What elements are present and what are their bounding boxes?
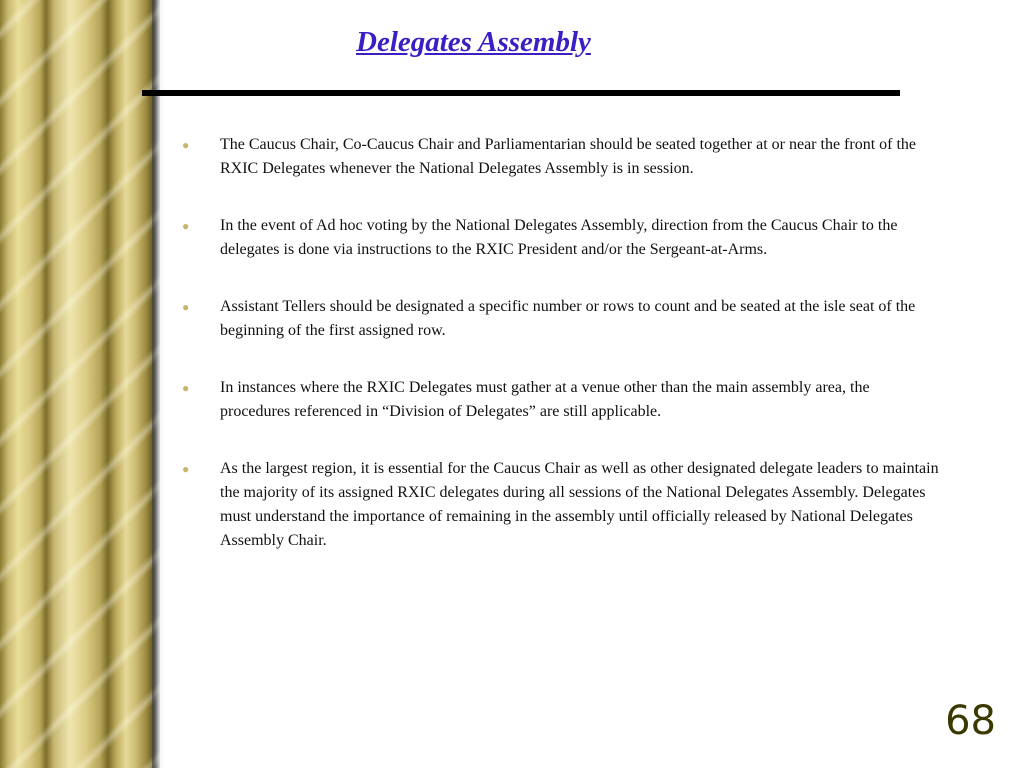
bullet-text: In the event of Ad hoc voting by the National Delegates Assembly, direction from the Caucus Chair to the delegates is done via instructions to the RXIC President and/or the Sergeant-at-Arms. (220, 217, 898, 258)
bullet-dot-icon: ● (182, 462, 190, 476)
bullet-item (182, 457, 942, 553)
bullet-dot-icon: ● (182, 381, 190, 395)
bullet-dot-icon: ● (182, 138, 190, 152)
bullet-item (182, 295, 942, 343)
bullet-dot-icon: ● (182, 219, 190, 233)
bullet-item (182, 214, 942, 262)
bullet-item (182, 133, 942, 181)
title-divider (142, 90, 900, 96)
page-number: 68 (945, 698, 996, 744)
bullet-text: In instances where the RXIC Delegates must gather at a venue other than the main assembly area, the procedures referenced in “Division of Delegates” are still applicable. (220, 379, 870, 420)
slide-title: Delegates Assembly (356, 26, 591, 58)
bullet-text: The Caucus Chair, Co-Caucus Chair and Parliamentarian should be seated together at or near the front of the RXIC Delegates whenever the National Delegates Assembly is in session. (220, 136, 917, 177)
bullet-text: As the largest region, it is essential for the Caucus Chair as well as other designated delegate leaders to maintain the majority of its assigned RXIC delegates during all sessions of the National Delegates Assembly. Delegates must understand the importance of remaining in the assembly until officially released by National Delegates Assembly Chair. (220, 460, 939, 549)
bullet-dot-icon: ● (182, 300, 190, 314)
decorative-column-border (0, 0, 160, 768)
bullet-list (182, 133, 942, 586)
bullet-text: Assistant Tellers should be designated a specific number or rows to count and be seated at the isle seat of the beginning of the first assigned row. (220, 298, 916, 339)
bullet-item (182, 376, 942, 424)
column-shadow (152, 0, 166, 768)
